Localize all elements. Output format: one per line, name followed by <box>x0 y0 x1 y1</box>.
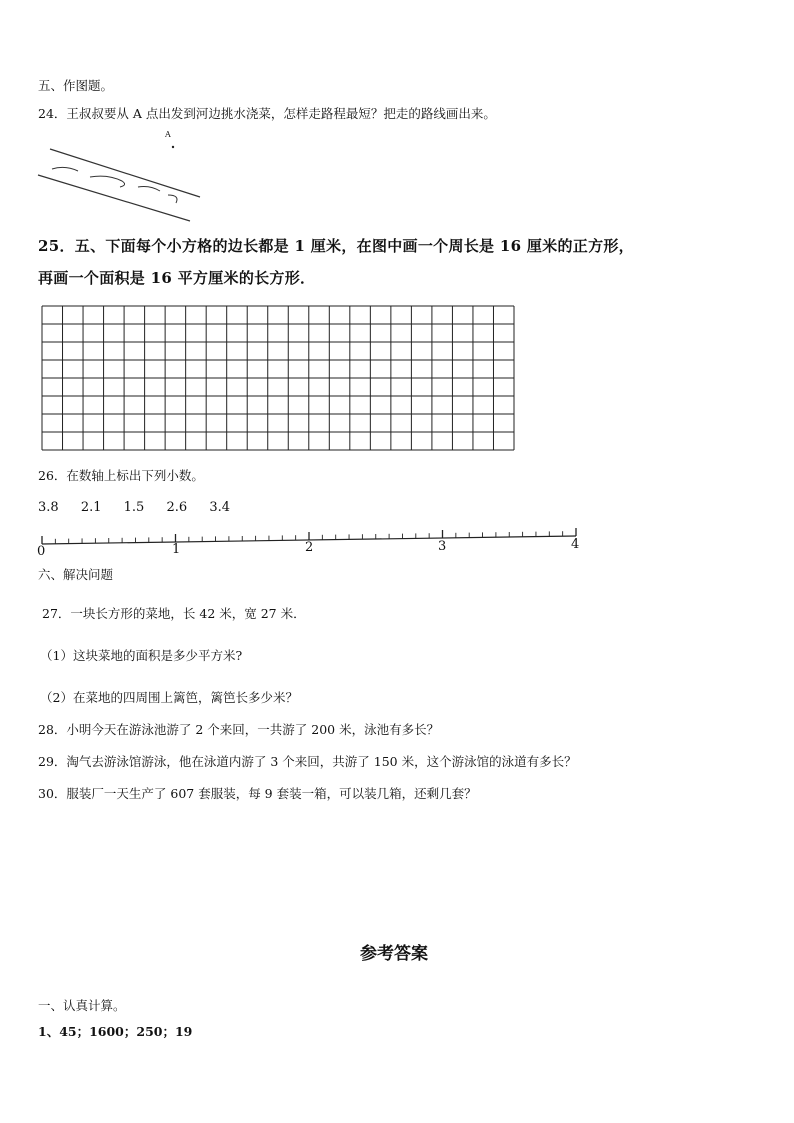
axis-label-2: 2 <box>305 540 314 555</box>
question-29: 29．淘气去游泳馆游泳，他在泳道内游了 3 个来回，共游了 150 米，这个游泳馆的泳道有多长？ <box>38 754 577 769</box>
decimal-value: 1.5 <box>123 500 145 515</box>
question-27-part1: （1）这块菜地的面积是多少平方米? <box>40 648 243 663</box>
question-25-line2: 再画一个面积是 16 平方厘米的长方形． <box>38 269 316 287</box>
answers-title: 参考答案 <box>360 944 428 964</box>
question-27-part2: （2）在菜地的四周围上篱笆，篱笆长多少米？ <box>40 690 298 705</box>
question-25-line1: 25．五、下面每个小方格的边长都是 1 厘米，在图中画一个周长是 16 厘米的正方形， <box>38 237 634 255</box>
decimal-value: 3.8 <box>38 500 59 515</box>
answers-section1-heading: 一、认真计算。 <box>38 998 126 1013</box>
section-solving-heading: 六、解决问题 <box>38 567 114 582</box>
decimal-list <box>38 500 248 516</box>
question-28: 28．小明今天在游泳池游了 2 个来回，一共游了 200 米，泳池有多长？ <box>38 722 440 737</box>
axis-label-3: 3 <box>438 539 447 554</box>
river-figure <box>30 125 220 225</box>
point-a-label: A <box>165 130 171 139</box>
answer-1: 1、45；1600；250；19 <box>38 1024 193 1039</box>
decimal-value: 2.6 <box>166 500 188 515</box>
question-27: 27．一块长方形的菜地，长 42 米，宽 27 米． <box>42 606 306 621</box>
question-24: 24．王叔叔要从 A 点出发到河边挑水浇菜，怎样走路程最短？把走的路线画出来。 <box>38 106 496 121</box>
decimal-value: 2.1 <box>80 500 102 515</box>
square-grid <box>41 305 515 451</box>
question-30: 30．服装厂一天生产了 607 套服装，每 9 套装一箱，可以装几箱，还剩几套？ <box>38 786 477 801</box>
decimal-value: 3.4 <box>209 500 230 515</box>
axis-label-1: 1 <box>172 542 181 557</box>
question-26: 26．在数轴上标出下列小数。 <box>38 468 204 483</box>
section-drawing-heading: 五、作图题。 <box>38 78 114 93</box>
axis-label-4: 4 <box>571 537 580 552</box>
axis-label-0: 0 <box>37 544 46 559</box>
